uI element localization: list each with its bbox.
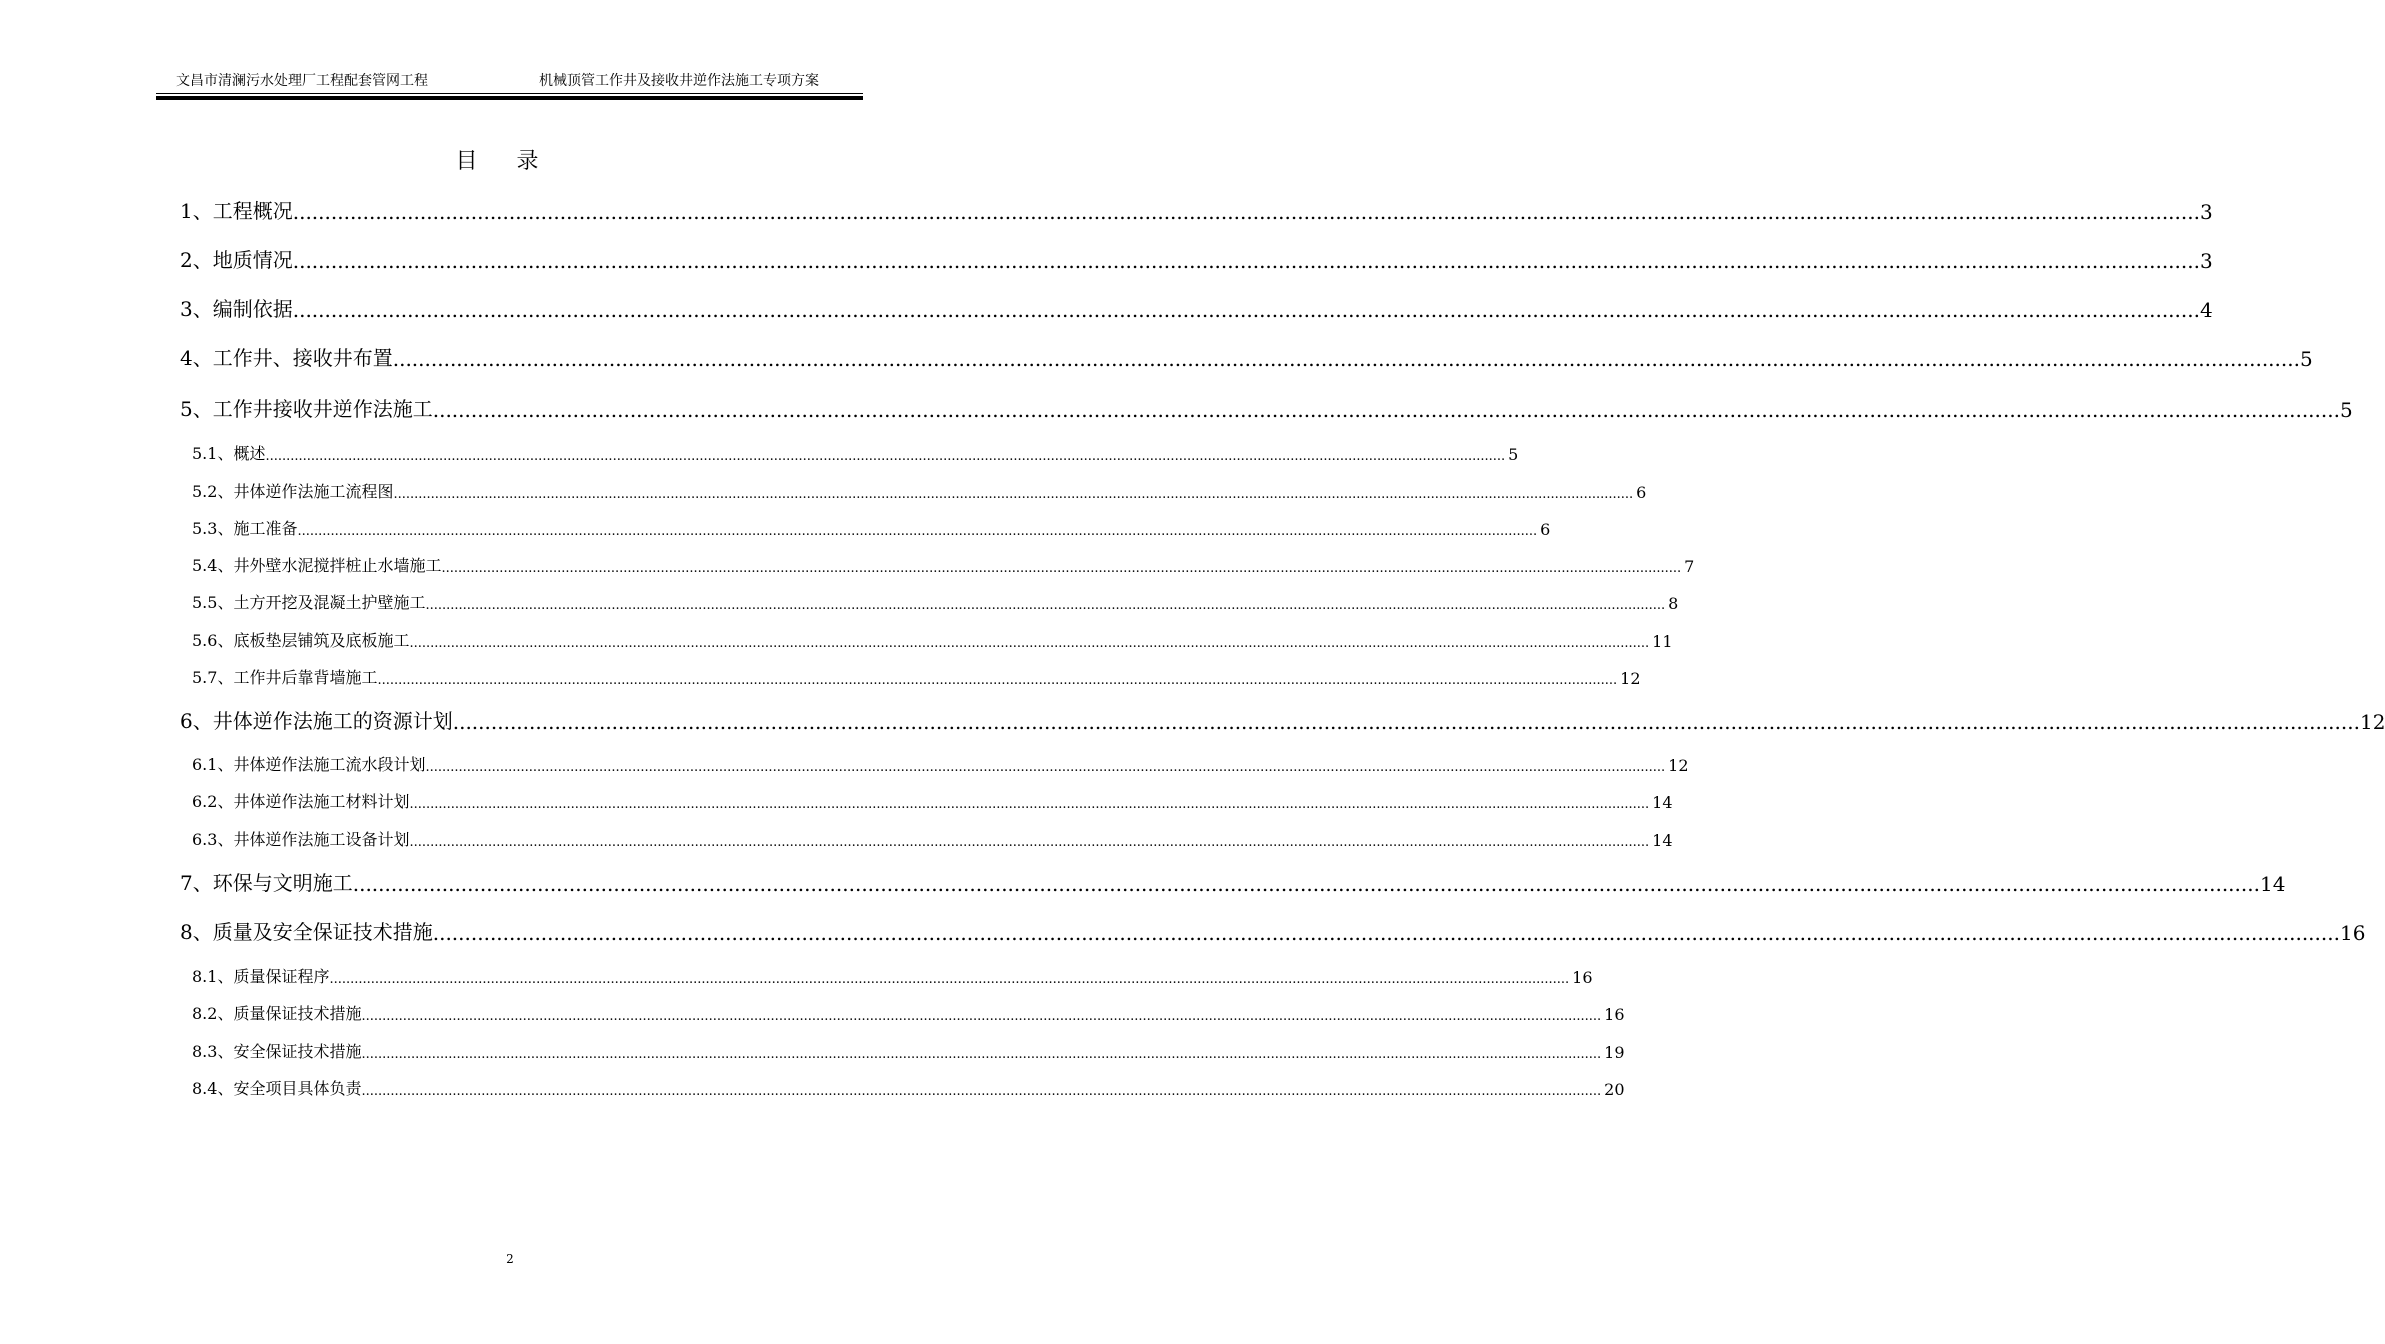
toc-entry-page: 14 — [2259, 872, 2286, 896]
toc-entry[interactable] — [180, 342, 2313, 371]
toc-entry-label: 5.6、底板垫层铺筑及底板施工 — [192, 631, 410, 650]
toc-entry-page: 7 — [1684, 557, 1695, 576]
toc-entry-page: 8 — [1668, 594, 1679, 613]
toc-entry-page: 5 — [1508, 445, 1519, 464]
toc-subentry[interactable] — [192, 590, 1679, 613]
toc-leader-dots: ............................................................................................................................................................................................................................................................................................................ — [292, 200, 2200, 224]
toc-subentry[interactable] — [192, 628, 1673, 651]
toc-entry-page: 5 — [2339, 398, 2353, 422]
header-rule-thick — [156, 96, 863, 100]
toc-entry-label: 3、编制依据 — [180, 297, 293, 321]
toc-entry-label: 5.3、施工准备 — [192, 519, 298, 538]
toc-entry-label: 6.1、井体逆作法施工流水段计划 — [192, 755, 426, 774]
toc-subentry[interactable] — [192, 479, 1647, 502]
toc-entry-label: 4、工作井、接收井布置 — [180, 346, 393, 370]
toc-subentry[interactable] — [192, 752, 1689, 775]
toc-leader-dots: ............................................................................................................................................................................................................................................................................................................ — [392, 347, 2300, 371]
toc-entry-label: 1、工程概况 — [180, 199, 293, 223]
toc-entry-label: 8.2、质量保证技术措施 — [192, 1004, 362, 1023]
header-rule-thin — [156, 93, 863, 94]
toc-leader-dots: ............................................................................................................................................................................................................................................................................................................ — [452, 710, 2360, 734]
toc-subentry[interactable] — [192, 441, 1519, 464]
toc-entry-page: 3 — [2199, 249, 2213, 273]
toc-title: 目 录 — [455, 149, 555, 174]
toc-entry-label: 2、地质情况 — [180, 248, 293, 272]
toc-entry-label: 5.5、土方开挖及混凝土护壁施工 — [192, 593, 426, 612]
toc-entry-label: 5.7、工作井后靠背墙施工 — [192, 668, 378, 687]
page-number: 2 — [506, 1252, 514, 1266]
toc-entry-label: 6.2、井体逆作法施工材料计划 — [192, 792, 410, 811]
toc-entry-page: 11 — [1652, 632, 1673, 651]
toc-entry-label: 7、环保与文明施工 — [180, 871, 353, 895]
toc-leader-dots: ............................................................................................................................................................................................................................................................................................................ — [409, 636, 1650, 651]
toc-entry-label: 5.1、概述 — [192, 444, 266, 463]
toc-leader-dots: ............................................................................................................................................................................................................................................................................................................ — [432, 921, 2340, 945]
toc-subentry[interactable] — [192, 665, 1641, 688]
toc-subentry[interactable] — [192, 1039, 1625, 1062]
toc-entry-page: 19 — [1604, 1043, 1625, 1062]
toc-entry-label: 8.1、质量保证程序 — [192, 967, 330, 986]
toc-entry[interactable] — [180, 244, 2213, 273]
toc-entry-label: 6、井体逆作法施工的资源计划 — [180, 709, 453, 733]
toc-leader-dots: ............................................................................................................................................................................................................................................................................................................ — [297, 524, 1538, 539]
toc-entry-label: 8.3、安全保证技术措施 — [192, 1042, 362, 1061]
toc-entry[interactable] — [180, 195, 2213, 224]
toc-subentry[interactable] — [192, 789, 1673, 812]
toc-entry-label: 5、工作井接收井逆作法施工 — [180, 397, 433, 421]
toc-entry-page: 12 — [2359, 710, 2385, 734]
toc-entry-page: 6 — [1636, 483, 1647, 502]
toc-subentry[interactable] — [192, 964, 1593, 987]
toc-subentry[interactable] — [192, 516, 1551, 539]
toc-entry-page: 6 — [1540, 520, 1551, 539]
toc-leader-dots: ............................................................................................................................................................................................................................................................................................................ — [361, 1009, 1602, 1024]
toc-subentry[interactable] — [192, 827, 1673, 850]
toc-entry-page: 4 — [2199, 298, 2213, 322]
toc-entry-page: 5 — [2299, 347, 2313, 371]
toc-entry-label: 6.3、井体逆作法施工设备计划 — [192, 830, 410, 849]
toc-leader-dots: ............................................................................................................................................................................................................................................................................................................ — [352, 872, 2260, 896]
toc-entry-page: 14 — [1652, 793, 1673, 812]
toc-entry[interactable] — [180, 293, 2213, 322]
toc-leader-dots: ............................................................................................................................................................................................................................................................................................................ — [329, 972, 1570, 987]
toc-leader-dots: ............................................................................................................................................................................................................................................................................................................ — [409, 797, 1650, 812]
toc-entry-page: 16 — [1604, 1005, 1625, 1024]
toc-entry[interactable] — [180, 867, 2286, 896]
toc-entry-page: 3 — [2199, 200, 2213, 224]
toc-entry-page: 12 — [1668, 756, 1689, 775]
toc-subentry[interactable] — [192, 1076, 1625, 1099]
toc-entry-page: 12 — [1620, 669, 1641, 688]
toc-leader-dots: ............................................................................................................................................................................................................................................................................................................ — [377, 673, 1618, 688]
toc-leader-dots: ............................................................................................................................................................................................................................................................................................................ — [425, 760, 1666, 775]
toc-entry-label: 8、质量及安全保证技术措施 — [180, 920, 433, 944]
toc-leader-dots: ............................................................................................................................................................................................................................................................................................................ — [409, 835, 1650, 850]
toc-entry-page: 14 — [1652, 831, 1673, 850]
toc-subentry[interactable] — [192, 1001, 1625, 1024]
toc-leader-dots: ............................................................................................................................................................................................................................................................................................................ — [441, 561, 1682, 576]
toc-entry-page: 16 — [2339, 921, 2366, 945]
toc-leader-dots: ............................................................................................................................................................................................................................................................................................................ — [361, 1047, 1602, 1062]
toc-entry[interactable] — [180, 393, 2353, 422]
toc-leader-dots: ............................................................................................................................................................................................................................................................................................................ — [393, 487, 1634, 502]
toc-entry-page: 20 — [1604, 1080, 1625, 1099]
toc-entry[interactable] — [180, 916, 2366, 945]
header-document-title: 机械顶管工作井及接收井逆作法施工专项方案 — [539, 73, 819, 89]
toc-entry-label: 5.2、井体逆作法施工流程图 — [192, 482, 394, 501]
toc-subentry[interactable] — [192, 553, 1695, 576]
header-project-name: 文昌市清澜污水处理厂工程配套管网工程 — [176, 73, 428, 89]
toc-leader-dots: ............................................................................................................................................................................................................................................................................................................ — [425, 598, 1666, 613]
toc-entry[interactable] — [180, 705, 2385, 734]
toc-entry-label: 5.4、井外壁水泥搅拌桩止水墙施工 — [192, 556, 442, 575]
toc-leader-dots: ............................................................................................................................................................................................................................................................................................................ — [361, 1084, 1602, 1099]
toc-entry-label: 8.4、安全项目具体负责 — [192, 1079, 362, 1098]
toc-leader-dots: ............................................................................................................................................................................................................................................................................................................ — [292, 249, 2200, 273]
toc-entry-page: 16 — [1572, 968, 1593, 987]
toc-leader-dots: ............................................................................................................................................................................................................................................................................................................ — [432, 398, 2340, 422]
toc-leader-dots: ............................................................................................................................................................................................................................................................................................................ — [265, 449, 1506, 464]
toc-leader-dots: ............................................................................................................................................................................................................................................................................................................ — [292, 298, 2200, 322]
